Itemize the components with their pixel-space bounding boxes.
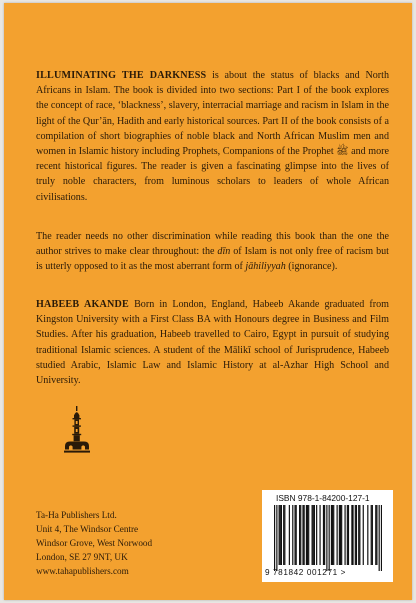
barcode-bar	[280, 505, 281, 565]
barcode-bar	[352, 505, 353, 565]
barcode-bar	[323, 505, 324, 565]
author-bio-paragraph	[36, 297, 389, 388]
jahiliyyah-term: jāhiliyyah	[245, 261, 286, 273]
isbn-barcode-box	[262, 490, 393, 582]
barcode-bar	[279, 505, 280, 565]
isbn-label: ISBN 978-1-84200-127-1	[276, 493, 370, 503]
barcode-bar	[299, 505, 300, 565]
barcode-bar	[347, 505, 348, 565]
publisher-address-line-2: Windsor Grove, West Norwood	[36, 538, 153, 548]
barcode-bar	[281, 505, 282, 565]
din-term: dīn	[217, 246, 231, 258]
barcode-bar	[296, 505, 297, 565]
barcode-bar	[300, 505, 301, 565]
book-description-text: is about the status of blacks and North Africans in Islam. The book is divided into two sections: Part I of the book explores the concept of race, ‘blackness’, slavery, interracial marriage and racism in Islam in the light of the Qur’ān, Hadith and early historical sources. Part II of the book consists of a compilation of short biographies of noble black and North African Muslim men and women in Islamic history including Prophets, Companions of the Prophet ﷺ and more recent historical figures. The reader is given a fascinating glimpse into the lives of truly noble characters, from luminous scholars to leaders of whole African civilisations.	[36, 70, 389, 203]
barcode-bar	[348, 505, 349, 565]
back-cover	[4, 3, 412, 600]
barcode-bar	[376, 505, 377, 565]
author-intent-text-2: of Islam is not only free of racism but is utterly opposed to it as the most aberrant form of	[36, 246, 389, 273]
barcode-bar	[358, 505, 359, 565]
barcode-bar	[304, 505, 305, 565]
barcode-bar	[306, 505, 307, 565]
barcode-bar	[308, 505, 309, 565]
barcode-bar	[329, 505, 330, 571]
barcode-bar	[276, 505, 277, 571]
barcode-bar	[316, 505, 317, 565]
barcode-bar	[332, 505, 333, 565]
barcode-bar	[314, 505, 315, 565]
publisher-website: www.tahapublishers.com	[36, 566, 129, 576]
barcode-bar	[344, 505, 345, 565]
barcode-bar	[289, 505, 290, 565]
barcode-bar	[351, 505, 352, 565]
publisher-address-line-1: Unit 4, The Windsor Centre	[36, 524, 139, 534]
barcode-bar	[375, 505, 376, 565]
barcode-digits: 9 781842 001271 >	[265, 568, 347, 577]
barcode-bar	[307, 505, 308, 565]
barcode-bar	[292, 505, 293, 565]
barcode-bar	[356, 505, 357, 565]
barcode-bar	[337, 505, 338, 565]
barcode-bar	[355, 505, 356, 565]
publisher-address-block	[36, 508, 226, 578]
book-title-lead: ILLUMINATING THE DARKNESS	[36, 70, 207, 81]
barcode-bar	[339, 505, 340, 565]
barcode-bar	[294, 505, 295, 565]
barcode-bar	[381, 505, 382, 571]
barcode-bar	[283, 505, 284, 565]
barcode-bar	[331, 505, 332, 565]
minaret-logo-icon	[62, 406, 92, 456]
barcode-bar	[363, 505, 364, 565]
author-name-lead: HABEEB AKANDE	[36, 299, 129, 310]
author-intent-text-1: The reader needs no other discrimination while reading this book than the one the author strives to make clear throughout: the	[36, 231, 389, 258]
barcode-bar	[333, 505, 334, 565]
barcode-bar	[312, 505, 313, 565]
barcode-bar	[340, 505, 341, 565]
barcode-bar	[313, 505, 314, 565]
barcode-bar	[324, 505, 325, 565]
publisher-name: Ta-Ha Publishers Ltd.	[36, 510, 117, 520]
barcode-bars	[274, 505, 382, 571]
barcode-bar	[302, 505, 303, 565]
barcode-bar	[319, 505, 320, 565]
author-intent-text-3: (ignorance).	[285, 261, 338, 273]
barcode-bar	[372, 505, 373, 565]
author-bio-text: Born in London, England, Habeeb Akande graduated from Kingston University with a First Class BA with Honours degree in Business and Film Studies. After his graduation, Habeeb travelled to Cairo, Egypt in pursuit of studying traditional Islamic sciences. A student of the Mālikī school of Jurisprudence, Habeeb studied Arabic, Islamic Law and Islamic History at al-Azhar High School and University.	[36, 299, 389, 387]
book-description-paragraph	[36, 68, 389, 205]
barcode-bar	[341, 505, 342, 565]
publisher-address-line-3: London, SE 27 9NT, UK	[36, 552, 128, 562]
barcode-bar	[371, 505, 372, 565]
barcode-bar	[274, 505, 275, 571]
barcode-bar	[284, 505, 285, 565]
barcode-bar	[359, 505, 360, 565]
barcode-bar	[367, 505, 368, 565]
barcode-bar	[326, 505, 327, 571]
barcode-bar	[379, 505, 380, 571]
author-intent-paragraph	[36, 229, 389, 275]
